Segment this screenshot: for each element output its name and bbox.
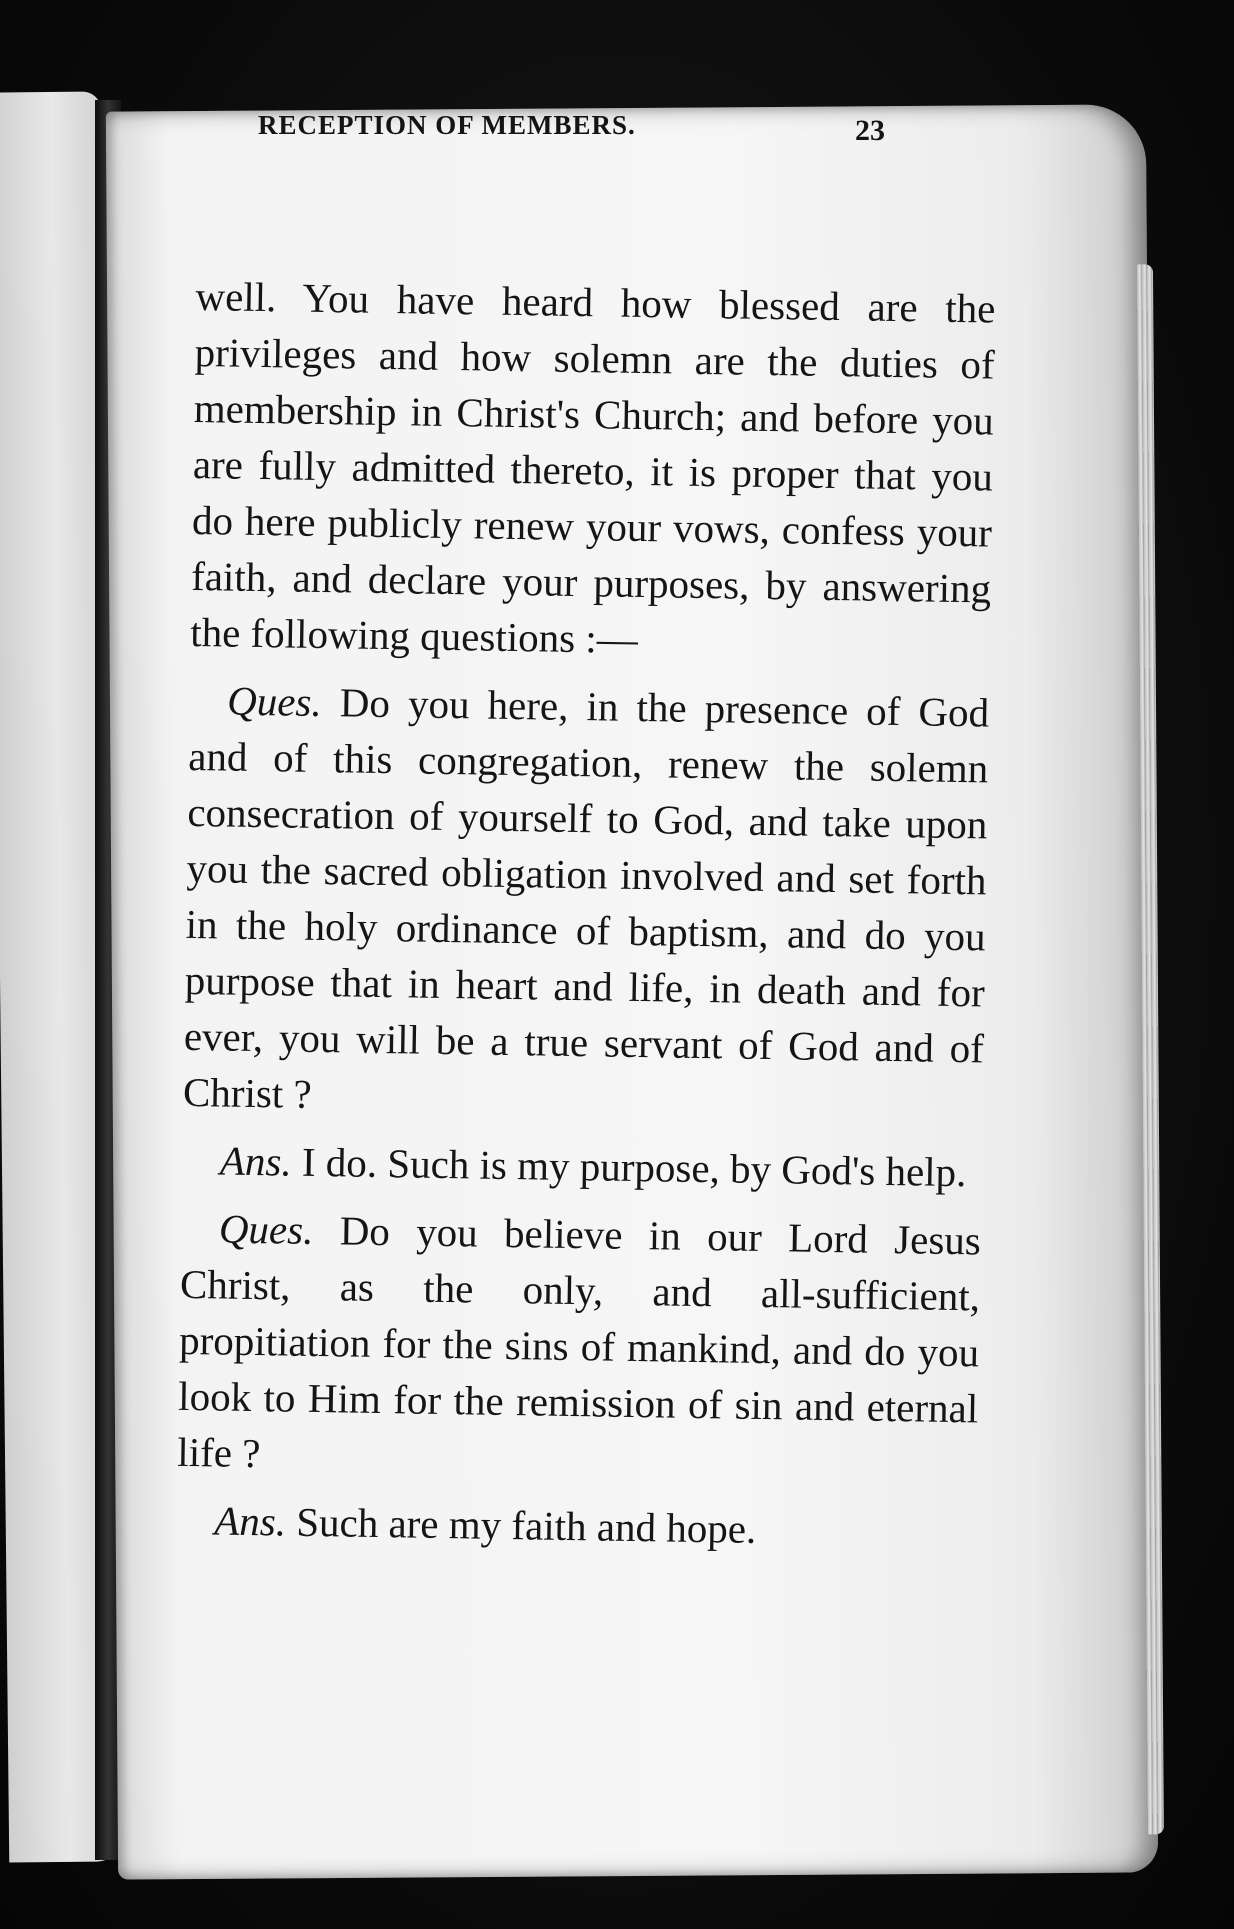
answer-paragraph <box>182 1132 983 1201</box>
question-paragraph <box>183 672 990 1133</box>
question-label: Ques. <box>218 1205 314 1253</box>
question-paragraph <box>177 1200 981 1493</box>
question-text: Do you believe in our Lord Jesus Christ, as the only, and all-sufficient, propitiation for the sins of mankind, and do you look to Him for the remission of sin and eternal life ? <box>177 1206 982 1477</box>
question-text: Do you here, in the presence of God and of this congregation, renew the solemn consecration of yourself to God, and take upon you the sacred obligation involved and set forth in the holy ordinance of baptism, and do you purpose that in heart and life, in death and for ever, you will be a true servant of God and of Christ ? <box>182 679 990 1117</box>
answer-text: I do. Such is my purpose, by God's help. <box>291 1138 967 1196</box>
question-label: Ques. <box>226 677 323 726</box>
answer-label: Ans. <box>219 1137 293 1185</box>
intro-paragraph <box>190 268 996 673</box>
answer-paragraph <box>176 1492 977 1561</box>
page-stack-edge <box>1137 264 1164 1834</box>
page-number: 23 <box>855 114 885 147</box>
answer-label: Ans. <box>213 1497 287 1545</box>
running-header-title: RECEPTION OF MEMBERS. <box>258 110 636 140</box>
intro-text: well. You have heard how blessed are the privileges and how solemn are the duties of membership in Christ's Church; and before you are fully admitted thereto, it is proper that you do here publicly renew your vows, confess your faith, and declare your purposes, by answering the following questions :— <box>189 272 996 662</box>
page-body-text <box>176 268 996 1572</box>
answer-text: Such are my faith and hope. <box>285 1498 757 1552</box>
